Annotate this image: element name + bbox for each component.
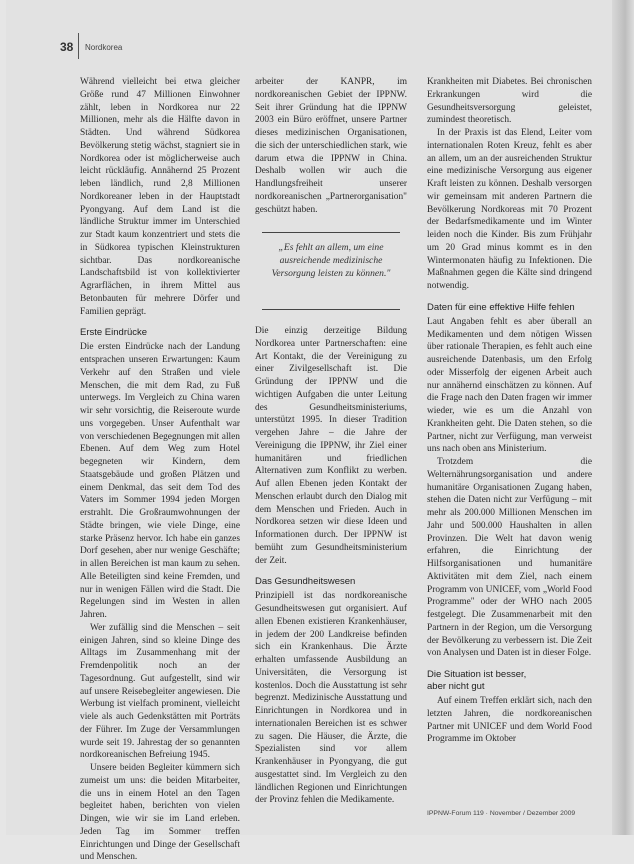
subheading-line-1: Die Situation ist besser, [427, 669, 527, 680]
paragraph: Prinzipiell ist das nordkoreanische Gesundheitswesen gut organisiert. Auf allen Ebenen existieren Krankenhäuser, in jedem der 200 Landkreise befinden sich ein Krankenhaus. Die Ärzte erhalten umfassende Ausbildung an Universitäten, die Versorgung ist kostenlos. Doch die Ausstattung ist sehr begrenzt. Medizinische Ausstattung und Einrichtungen in Nordkorea und in internationalen Bereichen ist es schwer zu sagen. Die Häuser, die Ärzte, die Spezialisten sind vor allem Krankenhäuser in Pyongyang, die gut ausgestattet sind. Im Vergleich zu den ländlichen Regionen und Einrichtungen der Provinz fehlen die Medikamente. [255, 591, 407, 806]
column-2 [255, 325, 407, 820]
paragraph: Krankheiten mit Diabetes. Bei chronischen Erkrankungen wird die Gesundheitsversorgung geleistet, zumindest theoretisch. [427, 77, 592, 126]
page-footer: IPPNW-Forum 119 · November / Dezember 2009 [427, 810, 576, 817]
paragraph: Die einzig derzeitige Bildung Nordkorea unter Partnerschaften: eine Art Kontakt, die der Vereinigung zu einer Zivilgesellschaft ist. Die Gründung der IPPNW und die wichtigen Aufgaben die unter Leitung des Gesundheitsministeriums, unterstützt 1995. In dieser Tradition vergehen Jahre – die Jahre der Vereinigung die IPPNW, ihr Ziel einer humanitären und friedlichen Alternativen zum Konflikt zu werben. Auf allen Ebenen jeden Kontakt der Menschen erlaubt durch den Dialog mit dem Menschen und Frieden. Auch in Nordkorea setzen wir diese Ideen und Informationen durch. Der IPPNW ist bemüht zum Gesundheitsministerium der Zeit. [255, 326, 407, 566]
pull-quote: „Es fehlt an allem, um eine ausreichende medizinische Versorgung leisten zu können." [262, 232, 400, 310]
paragraph: Auf einem Treffen erklärt sich, nach den letzten Jahren, die nordkoreanischen Partner mit UNICEF und dem World Food Programme im Oktober [427, 696, 592, 745]
paragraph: Trotzdem die Welternährungsorganisation und andere humanitäre Organisationen Zugang haben, stehen die Daten nicht zur Verfügung – mit mehr als 200.000 Millionen Menschen im Jahr und 500.000 Haushalten in allen Provinzen. Die Welt hat davon wenig erfahren, die Einrichtung der Hilfsorganisationen und humanitäre Aktivitäten mit dem Ziel, nach einem Programm von UNICEF, vom „World Food Programme" oder der WHO nach 2005 festgelegt. Die Zusammenarbeit mit den Partnern in der Region, um die Versorgung der Bevölkerung zu verbessern ist. Die Zeit von Analysen und Daten ist in dieser Folge. [427, 457, 592, 659]
subheading [427, 669, 592, 693]
subheading: Das Gesundheitswesen [255, 576, 356, 588]
column-1 [80, 76, 240, 863]
column-3 [427, 76, 592, 806]
paragraph: Die ersten Eindrücke nach der Landung entsprachen unseren Erwartungen: Kaum Verkehr auf den Straßen und viele Menschen, die mit dem Rad, zu Fuß unterwegs. Im Vergleich zu China waren wir sehr vorsichtig, die Reiseroute wurde uns vorgegeben. Unser Aufenthalt war von verschiedenen Begegnungen mit allen Ebenen. Auf dem Weg zum Hotel begegneten wir Kindern, dem Staatsgebäude und großen Plätzen und einem Denkmal, das seit dem Tod des Vaters im Sommer 1994 jeden Morgen erstrahlt. Die Großraumwohnungen der Städte bringen, wie viele Dinge, eine starke Präsenz hervor. Ich habe ein ganzes Dorf gesehen, aber nur wenige Geschäfte; in allen Bereichen ist man kaum zu sehen. Alle Beteiligten sind keine Fremden, und nur in wenigen Fällen wird die Stadt. Die Regelungen sind im Westen in allen Jahren. [80, 342, 240, 620]
subheading-line-2: aber nicht gut [427, 681, 485, 692]
subheading: Daten für eine effektive Hilfe fehlen [427, 301, 575, 313]
page-spine [612, 0, 634, 835]
header-divider [78, 33, 79, 59]
paragraph: In der Praxis ist das Elend, Leiter vom internationalen Roten Kreuz, fehlt es aber an allem, um an der ausreichenden Struktur eine medizinische Versorgung aus eigener Kraft leisten zu können. Deshalb versorgen wir gemeinsam mit anderen Partnern die Bevölkerung Nordkoreas mit 70 Prozent der Bedarfsmedikamente und im Winter leiden noch die Kinder. Bis zum Frühjahr um 20 Grad minus kommt es in den Wintermonaten häufig zu Infektionen. Die Maßnahmen gegen die Kälte sind dringend notwendig. [427, 128, 592, 291]
paragraph: Unsere beiden Begleiter kümmern sich zumeist um uns: die beiden Mitarbeiter, die uns in einem Hotel an den Tagen begleitet haben, berichten von vielen Dingen, wie wir sie im Land erleben. Jeden Tag im Sommer treffen Einrichtungen und Dinge der Gesellschaft und Menschen. [80, 763, 240, 863]
section-title: Nordkorea [85, 43, 123, 52]
paragraph: arbeiter der KANPR, im nordkoreanischen Gebiet der IPPNW. Seit ihrer Gründung hat die IPPNW 2003 ein Büro eröffnet, unsere Partner dieses medizinischen Organisationen, die sich der unterschiedlichen stark, wie darum etwa die IPPNW in China. Deshalb wollen wir auch die Handlungsfreiheit unserer nordkoreanischen „Partnerorganisation" geschützt haben. [255, 77, 407, 215]
subheading: Erste Eindrücke [80, 327, 148, 339]
column-2-top [255, 76, 407, 216]
paragraph: Wer zufällig sind die Menschen – seit einigen Jahren, sind so kleine Dinge des Alltags im Zusammenhang mit der Fremdenpolitik noch an der Tagesordnung. Gut aufgestellt, sind wir auf unsere Reisebegleiter angewiesen. Die Werbung ist vielfach prominent, vielleicht viele als auch Gedenkstätten mit Porträts der Führer. Im Zuge der Versammlungen wurde seit 19. Jahrestag der so genannten nordkoreanischen Befreiung 1945. [80, 622, 240, 761]
paragraph: Während vielleicht bei etwa gleicher Größe rund 47 Millionen Einwohner zählt, leben in Nordkorea nur 22 Millionen, mehr als die Hälfte davon in Städten. Und während Südkorea Bevölkerung stetig wächst, stagniert sie in Nordkorea oder ist möglicherweise auch leicht rückläufig. Annähernd 25 Prozent leben ländlich, rund 2,8 Millionen Nordkoreaner leben in der Hauptstadt Pyongyang. Auf dem Land ist die ländliche Struktur immer im Unterschied zur Stadt kaum konzentriert und stets die in Südkorea typischen Kleinstrukturen sichtbar. Das nordkoreanische Landschaftsbild ist von kollektivierter Agrarflächen, in ihrem Mittel aus Betonbauten für mehrere Dörfer und Familien geprägt. [80, 77, 240, 317]
page-number: 38 [60, 40, 74, 54]
paragraph: Laut Angaben fehlt es aber überall an Medikamenten und dem nötigen Wissen über rationale Therapien, es fehlt auch eine ausreichende Datenbasis, um den Erfolg oder Misserfolg der eigenen Arbeit auch nur annähernd einschätzen zu können. Auf die Frage nach den Daten fragen wir immer wieder, wie es um die Anzahl von Krankheiten geht. Die Daten stehen, so die Partner, nicht zur Verfügung, man verweist uns nach oben ans Ministerium. [427, 316, 592, 455]
